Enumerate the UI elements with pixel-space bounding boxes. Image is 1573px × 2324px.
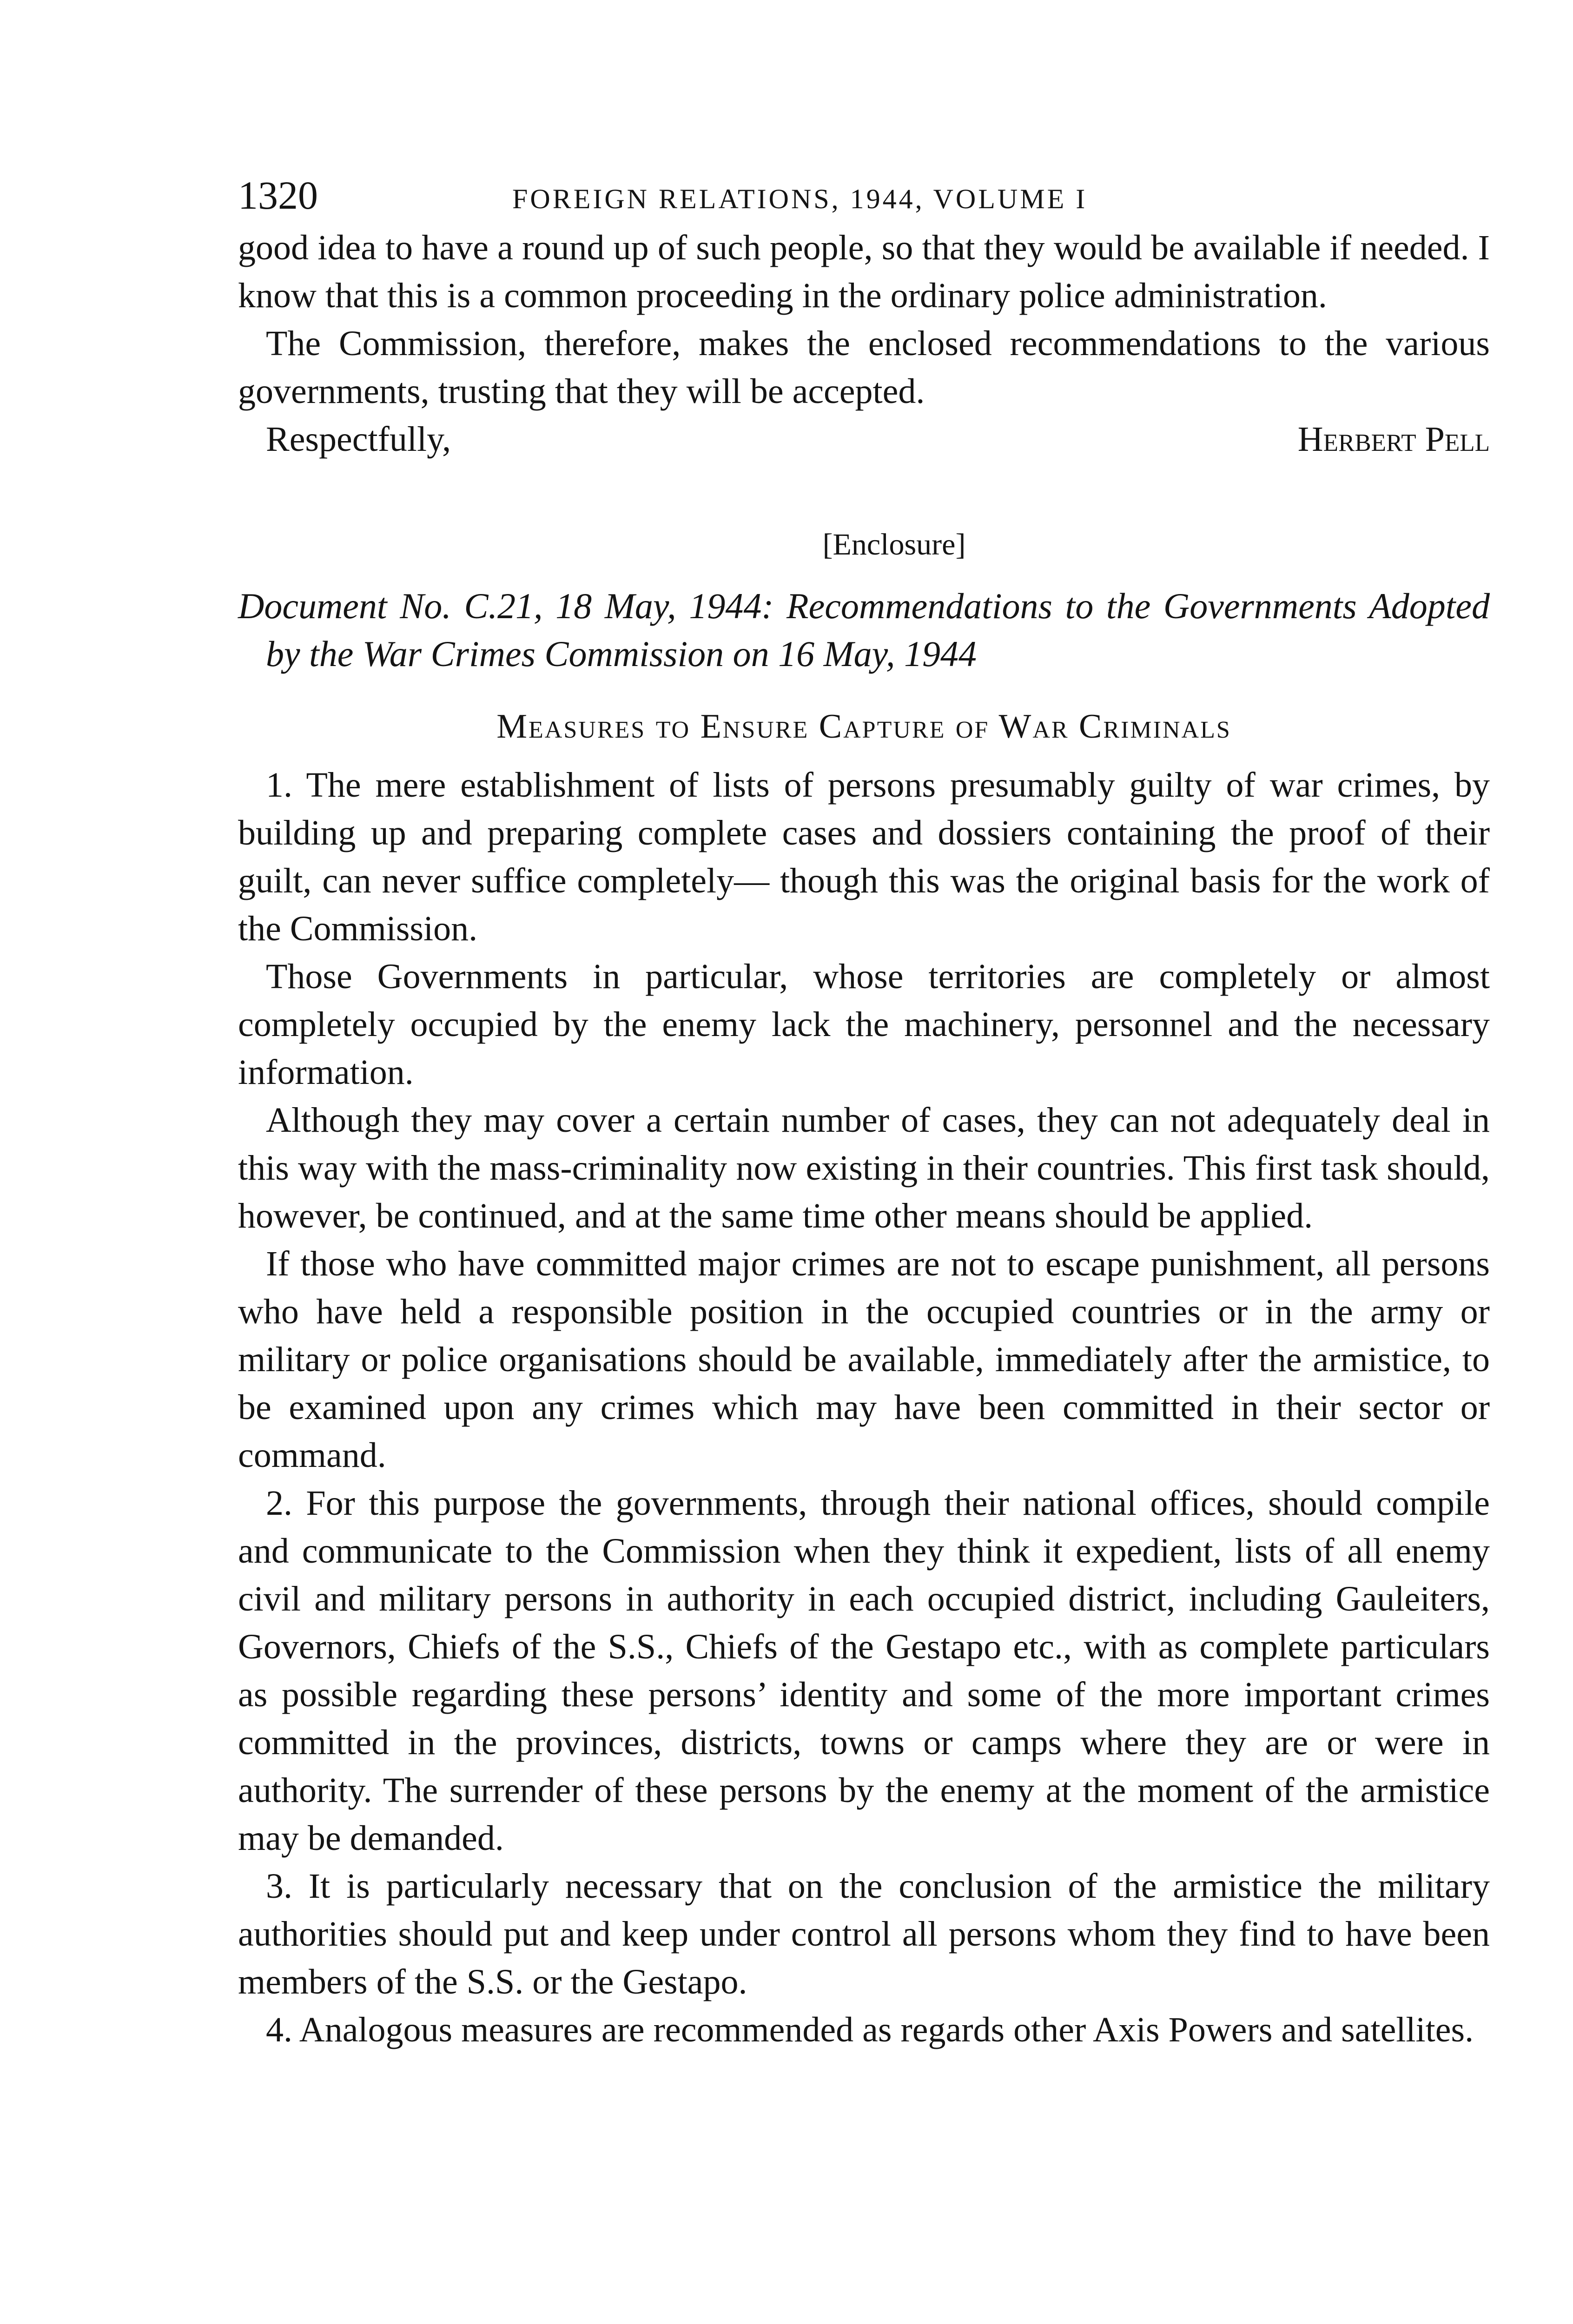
- recommendation-paragraph-3: 3. It is particularly necessary that on the conclusion of the armistice the military authorities should put and keep under control all persons whom they find to have been members of the S.S. or the Gestapo.: [238, 1867, 1490, 2001]
- letter-paragraph-commission: The Commission, therefore, makes the enclosed recommendations to the various governments, trusting that they will be accepted.: [238, 324, 1490, 411]
- recommendation-paragraph-4: 4. Analogous measures are recommended as regards other Axis Powers and satellites.: [266, 2010, 1474, 2049]
- closing: Respectfully,: [266, 420, 451, 459]
- signature-line: [238, 416, 1490, 463]
- recommendation-paragraph-although: Although they may cover a certain number of cases, they can not adequately deal in this way with the mass-criminality now existing in their countries. This first task should, however, be continued, and at the same time other means should be applied.: [238, 1101, 1490, 1235]
- page-number: 1320: [238, 173, 318, 218]
- signature: Herbert Pell: [1297, 420, 1490, 459]
- recommendation-paragraph-2: 2. For this purpose the governments, through their national offices, should compile and communicate to the Commission when they think it expedient, lists of all enemy civil and military persons in authority in each occupied district, including Gauleiters, Governors, Chiefs of the S.S., Chiefs of the Gestapo etc., with as complete particulars as possible regarding these persons’ identity and some of the more important crimes committed in the provinces, districts, towns or camps where they are or were in authority. The surrender of these persons by the enemy at the moment of the armistice may be demanded.: [238, 1484, 1490, 1858]
- document-title: Document No. C.21, 18 May, 1944: Recommendations to the Governments Adopted by the War Crimes Commission on 16 May, 1944: [238, 586, 1490, 674]
- document-page: [238, 173, 1490, 2054]
- enclosure-label: [Enclosure]: [822, 528, 966, 561]
- letter-paragraph-continued: good idea to have a round up of such people, so that they would be available if needed. I know that this is a common proceeding in the ordinary police administration.: [238, 228, 1490, 315]
- running-head: FOREIGN RELATIONS, 1944, VOLUME I: [512, 184, 1088, 214]
- recommendation-paragraph-governments: Those Governments in particular, whose territories are completely or almost completely occupied by the enemy lack the machinery, personnel and the necessary information.: [238, 957, 1490, 1092]
- page-header: [238, 173, 1490, 224]
- recommendation-paragraph-1: 1. The mere establishment of lists of persons presumably guilty of war crimes, by building up and preparing complete cases and dossiers containing the proof of their guilt, can never suffice completely— though this was the original basis for the work of the Commission.: [238, 766, 1490, 948]
- letter-body: [238, 224, 1490, 416]
- recommendations-body: [238, 761, 1490, 2054]
- recommendation-paragraph-if-those: If those who have committed major crimes are not to escape punishment, all persons who have held a responsible position in the occupied countries or in the army or military or police organisations should be available, immediately after the armistice, to be examined upon any crimes which may have been committed in their sector or command.: [238, 1244, 1490, 1475]
- section-heading: Measures to Ensure Capture of War Criminals: [496, 707, 1231, 746]
